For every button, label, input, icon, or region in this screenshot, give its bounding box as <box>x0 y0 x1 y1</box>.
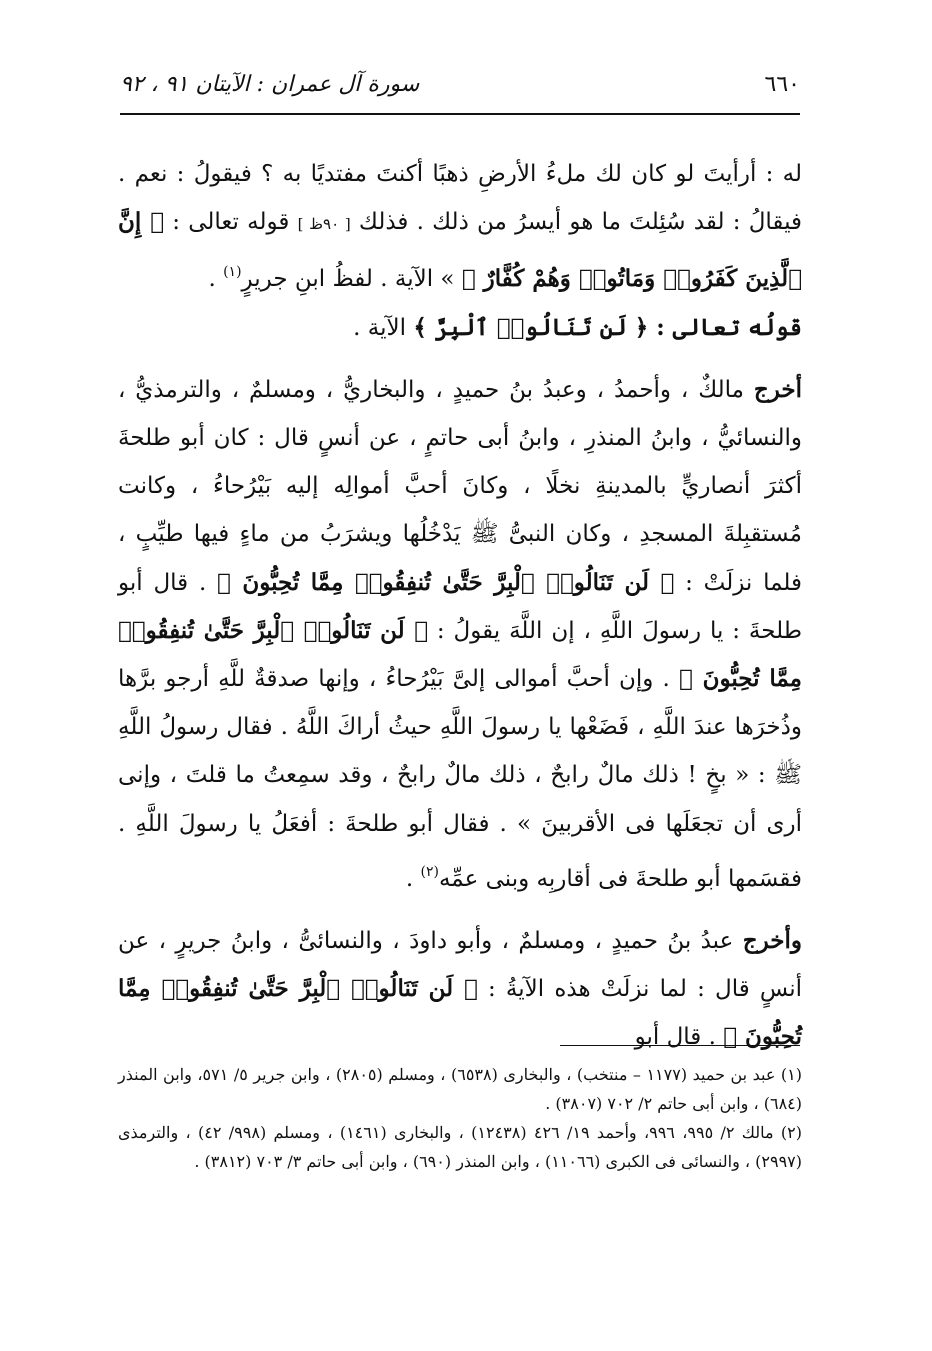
paragraph-1 <box>118 150 802 304</box>
manuscript-folio-ref: [ ٩٠ظ ] <box>297 215 351 234</box>
paragraph-3 <box>118 366 802 903</box>
paragraph-2 <box>118 304 802 352</box>
section-heading: قولُه تعالى : <box>648 313 802 341</box>
page-header <box>120 64 800 104</box>
text-segment: . قال أبو <box>634 1024 724 1051</box>
text-segment: . <box>208 266 224 293</box>
paragraph-4 <box>118 917 802 1062</box>
text-segment: » الآية . لفظُ ابنِ جريرٍ <box>241 266 462 293</box>
text-segment: عبدُ بنُ حميدٍ ، ومسلمٌ ، وأبو داودَ ، والنسائىُّ ، وابنُ جريرٍ ، عن أنسٍ قال : لما نزلَتْ هذه الآيةُ : <box>118 928 802 1003</box>
quran-verse: ﴿ لَن تَنَالُوا۟ ٱلْبِرَّ حَتَّىٰ تُنفِقُوا۟ مِمَّا تُحِبُّونَ ﴾ <box>118 616 803 693</box>
footnote-1: (١) عبد بن حميد (١١٧٧ – منتخب) ، والبخارى (٦٥٣٨) ، ومسلم (٢٨٠٥) ، وابن جرير ٥/ ٥٧١، وابن المنذر (٦٨٤) ، وابن أبى حاتم ٢/ ٧٠٢ (٣٨٠٧) . <box>118 1065 803 1113</box>
running-title: سورة آل عمران : الآيتان ٩١ ، ٩٢ <box>120 71 420 97</box>
quran-verse: ﴿ إِنَّ ٱلَّذِينَ كَفَرُوا۟ وَمَاتُوا۟ وَهُمْ كُفَّارٌ ﴾ <box>118 208 802 293</box>
text-segment: له : أرأيتَ لو كان لك ملءُ الأرضِ ذهبًا أكنتَ مفتديًا به ؟ فيقولُ : نعم . فيقالُ : لقد سُئِلتَ ما هو أيسرُ من ذلك . فذلك <box>118 161 802 236</box>
quran-verse: ﴿ لَن تَنَالُوا۟ ٱلْبِرَّ حَتَّىٰ تُنفِقُوا۟ مِمَّا تُحِبُّونَ ﴾ <box>118 975 802 1051</box>
header-rule <box>120 113 800 115</box>
page-number: ٦٦٠ <box>764 71 800 97</box>
footnote-2: (٢) مالك ٢/ ٩٩٥، ٩٩٦، وأحمد ١٩/ ٤٢٦ (١٢٤٣٨) ، والبخارى (١٤٦١) ، ومسلم (٩٩٨/ ٤٢) ، والترمذى (٢٩٩٧) ، والنسائى فى الكبرى (١١٠٦٦) ، وابن المنذر (٦٩٠) ، وابن أبى حاتم ٣/ ٧٠٣ (٣٨١٢) . <box>118 1123 802 1171</box>
text-segment: . وإن أحبَّ أموالى إلىَّ بَيْرُحاءُ ، وإنها صدقةٌ للَّهِ أرجو برَّها وذُخرَها عندَ اللَّهِ ، فَضَعْها يا رسولَ اللَّهِ حيثُ أراكَ اللَّهُ . فقال رسولُ اللَّهِ ﷺ : « بخٍ ! ذلك مالٌ رابحٌ ، ذلك مالٌ رابحٌ ، وقد سمِعتُ ما قلتَ ، وإنى أرى أن تجعَلَها فى الأقربينَ » . فقال أبو طلحةَ : أفعَلُ يا رسولَ اللَّهِ . فقسَمها أبو طلحةَ فى أقاربِه وبنى عمِّه <box>118 666 802 892</box>
main-text <box>118 150 802 1062</box>
text-segment: قوله تعالى : <box>164 209 298 236</box>
lead-word: وأخرج <box>742 927 802 955</box>
footnotes <box>118 1060 802 1176</box>
footnote-marker: (١) <box>223 264 242 281</box>
text-segment: الآية . <box>353 314 414 341</box>
footnote-marker: (٢) <box>420 863 439 880</box>
text-segment: . <box>405 865 421 892</box>
text-segment: . قال أبو طلحةَ : يا رسولَ اللَّهِ ، إن اللَّهَ يقولُ : <box>118 569 802 644</box>
quran-verse: ﴿ لَن تَنَالُوا۟ ٱلْبِرَّ حَتَّىٰ تُنفِقُوا۟ مِمَّا تُحِبُّونَ ﴾ <box>217 568 675 596</box>
quran-verse: ﴿ لَن تَنَالُوا۟ ٱلْبِرَّ ﴾ <box>413 313 649 341</box>
lead-word: أخرج <box>753 375 802 403</box>
footnote-rule <box>560 1045 800 1046</box>
text-segment: مالكٌ ، وأحمدُ ، وعبدُ بنُ حميدٍ ، والبخاريُّ ، ومسلمٌ ، والترمذيُّ ، والنسائيُّ ، وابنُ المنذرِ ، وابنُ أبى حاتمٍ ، عن أنسٍ قال : كان أبو طلحةَ أكثرَ أنصاريٍّ بالمدينةِ نخلًا ، وكانَ أحبَّ أموالِه إليه بَيْرُحاءُ ، وكانت مُستقبِلةَ المسجدِ ، وكان النبىُّ ﷺ يَدْخُلُها ويشرَبُ من ماءٍ فيها طيِّبٍ ، فلما نزلَتْ : <box>118 376 802 596</box>
